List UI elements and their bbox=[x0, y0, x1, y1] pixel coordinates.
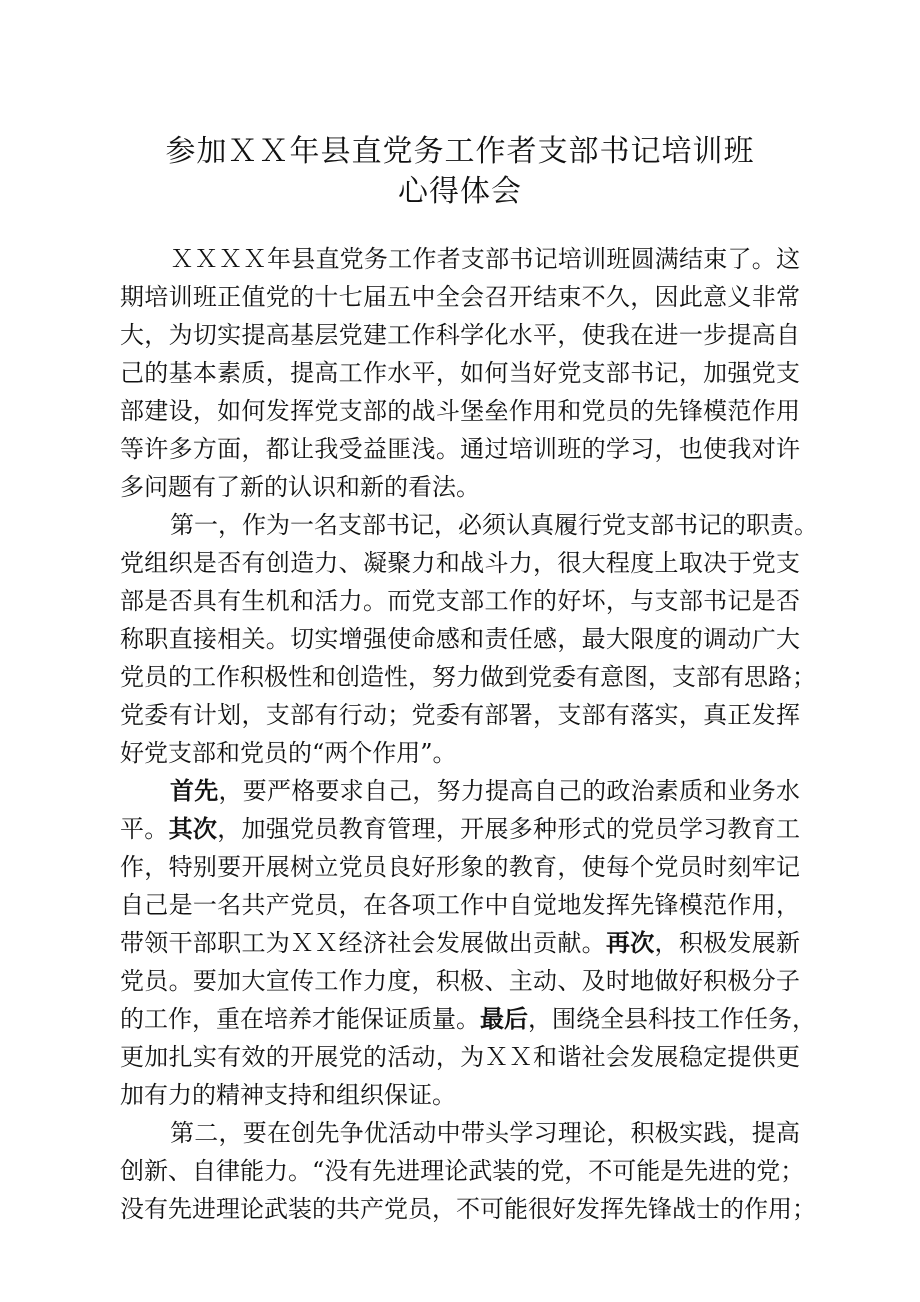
text-line: 作，特别要开展树立党员良好形象的教育，使每个党员时刻牢记 bbox=[120, 853, 800, 881]
text-line: 第二，要在创先争优活动中带头学习理论，积极实践，提高 bbox=[170, 1119, 800, 1147]
text-line: 称职直接相关。切实增强使命感和责任感，最大限度的调动广大 bbox=[120, 625, 800, 653]
text-line bbox=[120, 810, 800, 848]
text-line: 党员。要加大宣传工作力度，积极、主动、及时地做好积极分子 bbox=[120, 967, 800, 995]
text-line: 第一，作为一名支部书记，必须认真履行党支部书记的职责。 bbox=[170, 511, 818, 539]
text-span: ，围绕全县科技工作任务， bbox=[528, 1005, 816, 1033]
text-span: 的工作，重在培养才能保证质量。 bbox=[120, 1005, 480, 1033]
text-span: ，加强党员教育管理，开展多种形式的党员学习教育工 bbox=[217, 815, 801, 843]
text-line: 党组织是否有创造力、凝聚力和战斗力，很大程度上取决于党支 bbox=[120, 549, 800, 577]
text-line: 等许多方面，都让我受益匪浅。通过培训班的学习，也使我对许 bbox=[120, 435, 800, 463]
text-line: 没有先进理论武装的共产党员，不可能很好发挥先锋战士的作用； bbox=[120, 1195, 816, 1223]
bold-keyword: 其次 bbox=[168, 814, 218, 843]
text-line: 党员的工作积极性和创造性，努力做到党委有意图，支部有思路； bbox=[120, 663, 816, 691]
text-line: 党委有计划，支部有行动；党委有部署，支部有落实，真正发挥 bbox=[120, 701, 800, 729]
text-line: ＸＸＸＸ年县直党务工作者支部书记培训班圆满结束了。这 bbox=[170, 245, 800, 273]
bold-keyword: 首先 bbox=[170, 776, 219, 805]
text-line: 部是否具有生机和活力。而党支部工作的好坏，与支部书记是否 bbox=[120, 587, 800, 615]
text-line: 多问题有了新的认识和新的看法。 bbox=[120, 473, 480, 501]
text-span: 平。 bbox=[120, 815, 169, 843]
paragraph-4 bbox=[120, 1114, 816, 1228]
paragraph-2 bbox=[120, 506, 818, 772]
text-line bbox=[120, 772, 800, 810]
text-line: 更加扎实有效的开展党的活动，为ＸＸ和谐社会发展稳定提供更 bbox=[120, 1043, 800, 1071]
document-title-line-2: 心得体会 bbox=[398, 174, 522, 209]
paragraph-1 bbox=[120, 240, 800, 506]
text-line: 加有力的精神支持和组织保证。 bbox=[120, 1081, 456, 1109]
text-line: 好党支部和党员的“两个作用”。 bbox=[120, 739, 457, 767]
document-body bbox=[120, 240, 818, 1228]
text-span: 带领干部职工为ＸＸ经济社会发展做出贡献。 bbox=[120, 929, 606, 957]
text-line: 自己是一名共产党员，在各项工作中自觉地发挥先锋模范作用， bbox=[120, 891, 800, 919]
bold-keyword: 再次 bbox=[605, 928, 655, 957]
text-span: ，积极发展新 bbox=[654, 929, 801, 957]
text-line: 部建设，如何发挥党支部的战斗堡垒作用和党员的先锋模范作用 bbox=[120, 397, 800, 425]
text-line bbox=[120, 1000, 816, 1038]
text-line: 大，为切实提高基层党建工作科学化水平，使我在进一步提高自 bbox=[120, 321, 800, 349]
text-line: 期培训班正值党的十七届五中全会召开结束不久，因此意义非常 bbox=[120, 283, 800, 311]
text-line bbox=[120, 924, 800, 962]
text-span: ，要严格要求自己，努力提高自己的政治素质和业务水 bbox=[218, 777, 801, 805]
bold-keyword: 最后 bbox=[480, 1004, 528, 1033]
text-line: 己的基本素质，提高工作水平，如何当好党支部书记，加强党支 bbox=[120, 359, 800, 387]
paragraph-3 bbox=[120, 772, 816, 1114]
text-line: 创新、自律能力。“没有先进理论武装的党，不可能是先进的党； bbox=[120, 1157, 805, 1185]
document-title-line-1: 参加ＸＸ年县直党务工作者支部书记培训班 bbox=[165, 134, 755, 169]
